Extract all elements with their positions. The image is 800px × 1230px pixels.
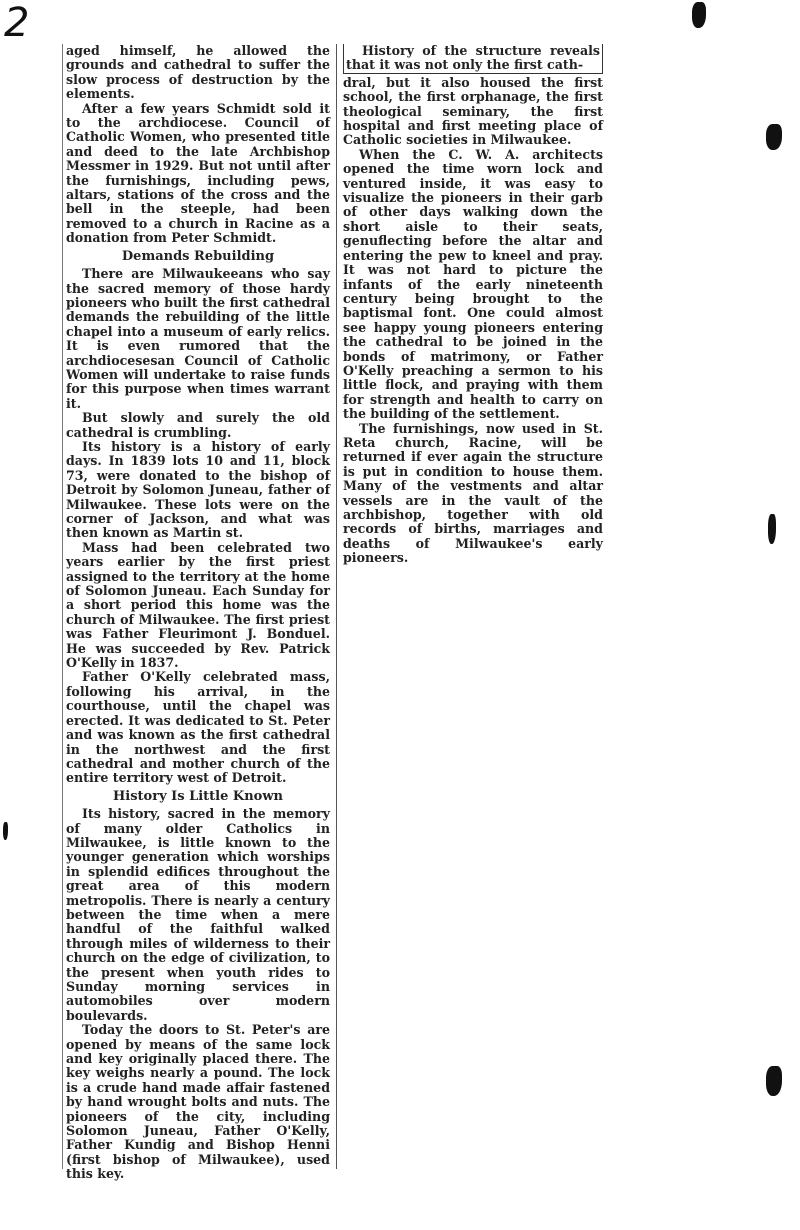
paragraph: Its history is a history of early days. In 1839 lots 10 and 11, block 73, were donated to the bishop of Detroit by Solomon Juneau, father of Milwaukee. These lots were on the corner of Jackson, and what was then known as Martin st. [66, 438, 330, 541]
paragraph: Today the doors to St. Peter's are opened by means of the same lock and key originally placed there. The key weighs nearly a pound. The lock is a crude hand made affair fastened by hand wrought bolts and nuts. The pioneers of the city, including Solomon Juneau, Father O'Kelly, Father Kundig and Bishop Henni (first bishop of Milwaukee), used this key. [66, 1022, 330, 1182]
paragraph: dral, but it also housed the first school, the first orphanage, the first theological seminary, the first hospital and first meeting place of Catholic societies in Milwaukee. [343, 74, 603, 148]
paragraph: aged himself, he allowed the grounds and cathedral to suffer the slow process of destruction by the elements. [66, 43, 330, 102]
clipping-boxed-lead [343, 44, 603, 74]
paragraph: When the C. W. A. architects opened the time worn lock and ventured inside, it was easy to visualize the pioneers in their garb of other days walking down the short aisle to their seats, genuflecting before the altar and entering the pew to kneel and pray. It was not hard to picture the infants of the early nineteenth century being brought to the baptismal font. One could almost see happy young pioneers entering the cathedral to be joined in the bonds of matrimony, or Father O'Kelly preaching a sermon to his little flock, and praying with them for strength and health to carry on the building of the settlement. [343, 146, 603, 422]
column-rule-left [62, 44, 63, 1169]
page-number: 2 [4, 0, 30, 46]
scan-mark [766, 124, 782, 150]
paragraph: Mass had been celebrated two years earlier by the first priest assigned to the territory at the home of Solomon Juneau. Each Sunday for a short period this home was the church of Milwaukee. The first priest was Father Fleurimont J. Bonduel. He was succeeded by Rev. Patrick O'Kelly in 1837. [66, 539, 330, 671]
scan-mark [692, 2, 706, 28]
paragraph: History of the structure reveals that it was not only the first cath- [346, 43, 600, 73]
paragraph: But slowly and surely the old cathedral is crumbling. [66, 410, 330, 440]
article-column-left [66, 44, 330, 1182]
scan-mark [3, 822, 8, 840]
paragraph: Father O'Kelly celebrated mass, following his arrival, in the courthouse, until the chapel was erected. It was dedicated to St. Peter and was known as the first cathedral in the northwest and the first cathedral and mother church of the entire territory west of Detroit. [66, 669, 330, 786]
paragraph: After a few years Schmidt sold it to the archdiocese. Council of Catholic Women, who presented title and deed to the late Archbishop Messmer in 1929. But not until after the furnishings, including pews, altars, stations of the cross and the bell in the steeple, had been removed to a church in Racine as a donation from Peter Schmidt. [66, 100, 330, 246]
paragraph: The furnishings, now used in St. Reta church, Racine, will be returned if ever again the structure is put in condition to house them. Many of the vestments and altar vessels are in the vault of the archbishop, together with old records of births, marriages and deaths of Milwaukee's early pioneers. [343, 420, 603, 566]
paragraph: Its history, sacred in the memory of many older Catholics in Milwaukee, is little known to the younger generation which worships in splendid edifices throughout the great area of this modern metropolis. There is nearly a century between the time when a mere handful of the faithful walked through miles of wilderness to their church on the edge of civilization, to the present when youth rides to Sunday morning services in automobiles over modern boulevards. [66, 806, 330, 1023]
article-column-right [343, 44, 603, 566]
paragraph: There are Milwaukeeans who say the sacred memory of those hardy pioneers who built the first cathedral demands the rebuilding of the little chapel into a museum of early relics. It is even rumored that the archdiocesesan Council of Catholic Women will undertake to raise funds for this purpose when times warrant it. [66, 266, 330, 411]
section-heading: History Is Little Known [113, 788, 283, 804]
scan-mark [766, 1066, 782, 1096]
column-divider [336, 44, 337, 1169]
scan-mark [768, 514, 776, 544]
section-heading: Demands Rebuilding [121, 248, 275, 264]
